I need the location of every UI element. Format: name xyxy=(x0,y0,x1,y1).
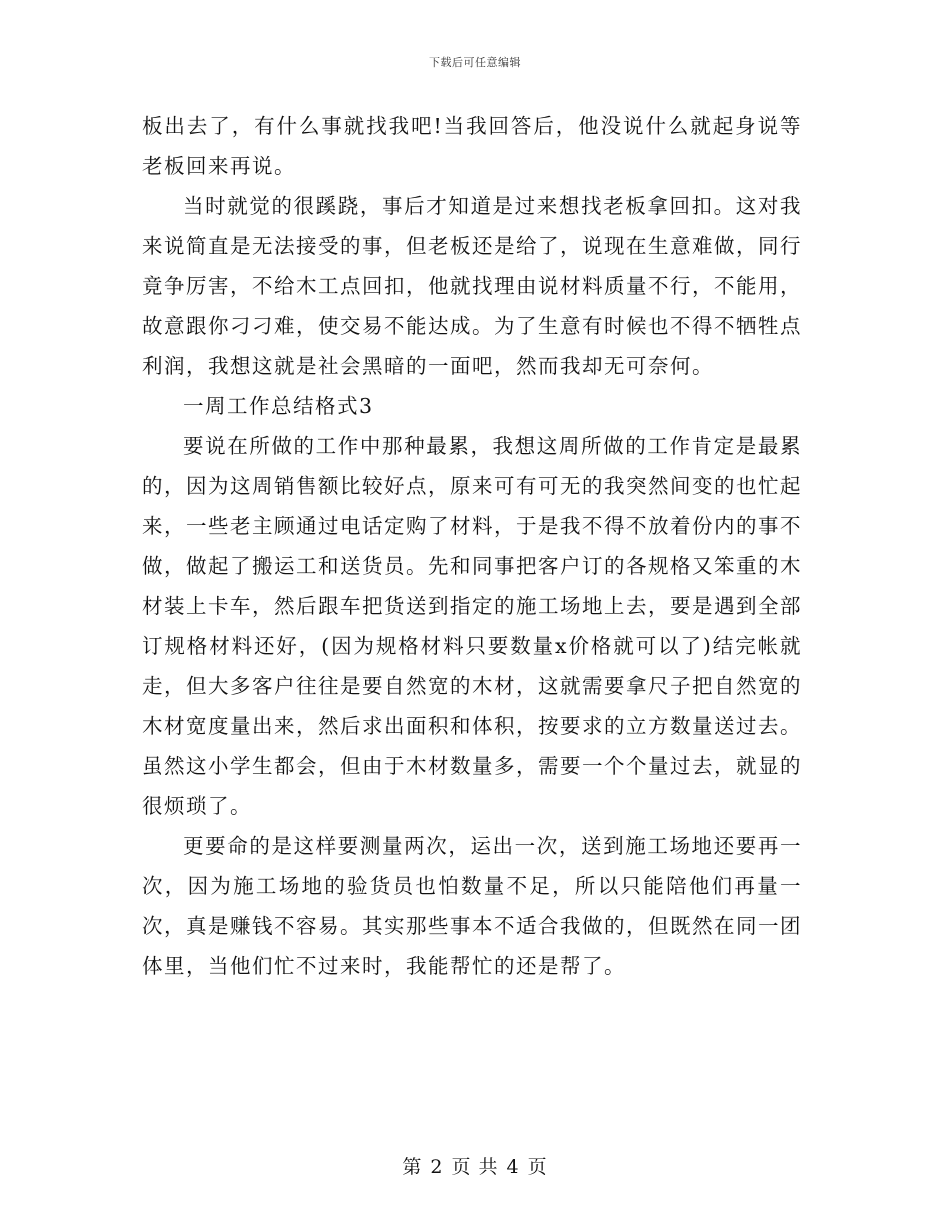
page-footer xyxy=(0,1152,950,1179)
paragraph-2: 当时就觉的很蹊跷，事后才知道是过来想找老板拿回扣。这对我来说简直是无法接受的事，但老板还是给了，说现在生意难做，同行竟争厉害，不给木工点回扣，他就找理由说材料质量不行，不能用，故意跟你刁刁难，使交易不能达成。为了生意有时候也不得不牺牲点利润，我想这就是社会黑暗的一面吧，然而我却无可奈何。 xyxy=(142,194,802,378)
footer-total-pages: 4 xyxy=(506,1156,520,1178)
footer-suffix: 页 xyxy=(527,1156,548,1178)
paragraph-4: 更要命的是这样要测量两次，运出一次，送到施工场地还要再一次，因为施工场地的验货员也怕数量不足，所以只能陪他们再量一次，真是赚钱不容易。其实那些事本不适合我做的，但既然在同一团体里，当他们忙不过来时，我能帮忙的还是帮了。 xyxy=(142,834,802,978)
footer-current-page: 2 xyxy=(430,1156,444,1178)
paragraph-3: 要说在所做的工作中那种最累，我想这周所做的工作肯定是最累的，因为这周销售额比较好点，原来可有可无的我突然间变的也忙起来，一些老主顾通过电话定购了材料，于是我不得不放着份内的事不做，做起了搬运工和送货员。先和同事把客户订的各规格又笨重的木材装上卡车，然后跟车把货送到指定的施工场地上去，要是遇到全部订规格材料还好，(因为规格材料只要数量x价格就可以了)结完帐就走，但大多客户往往是要自然宽的木材，这就需要拿尺子把自然宽的木材宽度量出来，然后求出面积和体积，按要求的立方数量送过去。虽然这小学生都会，但由于木材数量多，需要一个个量过去，就显的很烦琐了。 xyxy=(142,434,802,818)
page-header: 下载后可任意编辑 xyxy=(429,56,521,69)
document-body xyxy=(142,106,802,986)
paragraph-1: 板出去了，有什么事就找我吧!当我回答后，他没说什么就起身说等老板回来再说。 xyxy=(142,114,802,178)
footer-prefix: 第 xyxy=(402,1156,423,1178)
section-heading: 一周工作总结格式3 xyxy=(183,394,374,418)
footer-middle: 页 共 xyxy=(451,1156,499,1178)
